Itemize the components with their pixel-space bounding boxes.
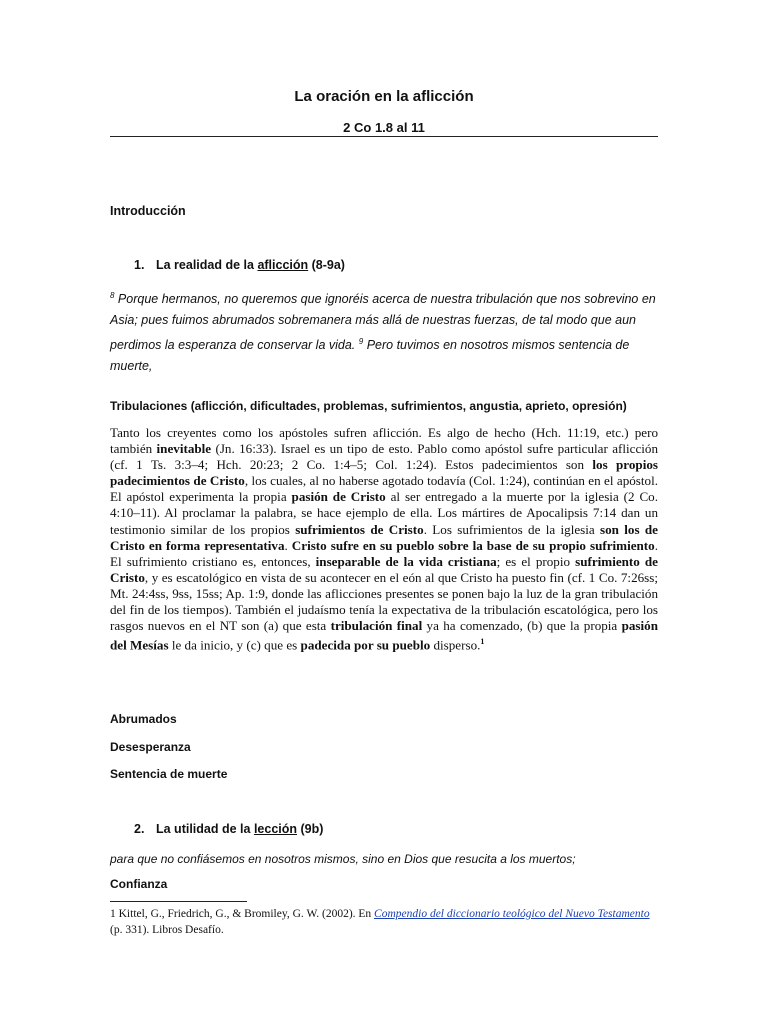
confianza-label: Confianza <box>110 877 168 891</box>
body-text-run: . El sufrimiento cristiano es, entonces, <box>110 537 658 569</box>
section-2-keyword: lección <box>253 822 298 836</box>
body-text-run: . <box>284 537 292 553</box>
section-1-heading <box>134 258 345 272</box>
section-2-number: 2. <box>134 822 145 836</box>
tribulaciones-heading: Tribulaciones (aflicción, dificultades, problemas, sufrimientos, angustia, aprieto, opresión) <box>110 399 627 413</box>
section-1-number: 1. <box>134 258 145 272</box>
emphasis-text: inseparable de la vida cristiana <box>315 553 497 569</box>
keyword-desesperanza: Desesperanza <box>110 740 191 754</box>
footnote-divider <box>110 901 247 902</box>
footnote-post: (p. 331). Libros Desafío. <box>110 924 224 936</box>
body-text-run: ya ha comenzado, (b) que la propia <box>422 618 622 634</box>
emphasis-text: los propios padecimientos de Cristo <box>110 457 658 489</box>
section-1-keyword: aflicción <box>257 258 309 272</box>
body-text-run: , y es escatológico en vista de su acontecer en el eón al que Cristo ha puesto fin (cf. 1 Co. 7:26ss; Mt. 24:4ss, 9ss, 15ss; Ap. 1:9, donde las aflicciones presentes se ponen bajo la luz de la gran tribulación del fin de los tiempos). También el judaísmo tenía la expectativa de la tribulación escatológica, pero los rasgos nuevos en el NT son (a) que esta <box>110 569 658 634</box>
body-text-run: Tanto los creyentes como los apóstoles sufren aflicción. Es algo de hecho (Hch. 11:19, etc.) pero también <box>110 425 658 457</box>
intro-heading: Introducción <box>110 204 186 218</box>
section-2-heading <box>134 822 323 836</box>
body-text-run: disperso. <box>430 637 481 653</box>
emphasis-text: tribulación final <box>330 618 423 634</box>
document-title: La oración en la aflicción <box>294 88 474 105</box>
keyword-abrumados: Abrumados <box>110 712 177 726</box>
section-1-pre: La realidad de la <box>156 258 258 272</box>
title-divider <box>110 136 658 137</box>
section-1-post: (8-9a) <box>308 258 345 272</box>
commentary-paragraph <box>110 425 658 654</box>
emphasis-text: sufrimientos de Cristo <box>295 521 424 537</box>
verse-9-text: Pero tuvimos en nosotros mismos sentencia de muerte, <box>110 338 630 374</box>
body-text-run: (Jn. 16:33). Israel es un tipo de esto. Pablo como apóstol sufre particular aflicción (cf. 1 Ts. 3:3–4; Hch. 20:23; 2 Co. 1:4–5; Col. 1:24). Estos padecimientos son <box>110 441 658 473</box>
verse-8-text: Porque hermanos, no queremos que ignoréis acerca de nuestra tribulación que nos sobrevino en Asia; pues fuimos abrumados sobremanera más allá de nuestras fuerzas, de tal modo que aun perdimos la esperanza de conservar la vida. <box>110 292 656 353</box>
body-text-run: . Los sufrimientos de la iglesia <box>423 521 601 537</box>
footnote <box>110 906 658 938</box>
document-subtitle: 2 Co 1.8 al 11 <box>343 120 425 135</box>
section-2-pre: La utilidad de la <box>156 822 254 836</box>
emphasis-text: pasión de Cristo <box>291 489 386 505</box>
emphasis-text: Cristo sufre en su pueblo sobre la base de su propio sufrimiento <box>291 537 655 553</box>
footnote-number: 1 <box>110 908 116 920</box>
verse-number-9: 9 <box>358 337 364 347</box>
emphasis-text: son los de Cristo en forma representativa <box>110 521 658 553</box>
footnote-reference[interactable]: 1 <box>480 637 485 647</box>
section-2-post: (9b) <box>297 822 324 836</box>
verse-number-8: 8 <box>110 291 115 300</box>
body-text-run: ; es el propio <box>496 553 576 569</box>
body-text-run: le da inicio, y (c) que es <box>168 637 301 653</box>
footnote-pre: Kittel, G., Friedrich, G., & Bromiley, G. W. (2002). En <box>115 908 375 920</box>
emphasis-text: inevitable <box>156 441 212 457</box>
verse-8-9 <box>110 285 660 377</box>
footnote-book-link[interactable]: Compendio del diccionario teológico del Nuevo Testamento <box>374 908 650 920</box>
keyword-sentencia: Sentencia de muerte <box>110 767 228 781</box>
emphasis-text: padecida por su pueblo <box>300 637 431 653</box>
body-text-run: al ser entregado a la muerte por la iglesia (2 Co. 4:10–11). Al proclamar la palabra, se hace ejemplo de ella. Los mártires de Apocalipsis 7:14 dan un testimonio similar de los propios <box>110 489 659 537</box>
body-text-run: , los cuales, al no haberse agotado todavía (Col. 1:24), continúan en el apóstol. El apóstol experimenta la propia <box>110 473 658 505</box>
emphasis-text: sufrimiento de Cristo <box>110 553 658 585</box>
emphasis-text: pasión del Mesías <box>110 618 658 653</box>
verse-9b: para que no confiásemos en nosotros mismos, sino en Dios que resucita a los muertos; <box>110 852 576 866</box>
